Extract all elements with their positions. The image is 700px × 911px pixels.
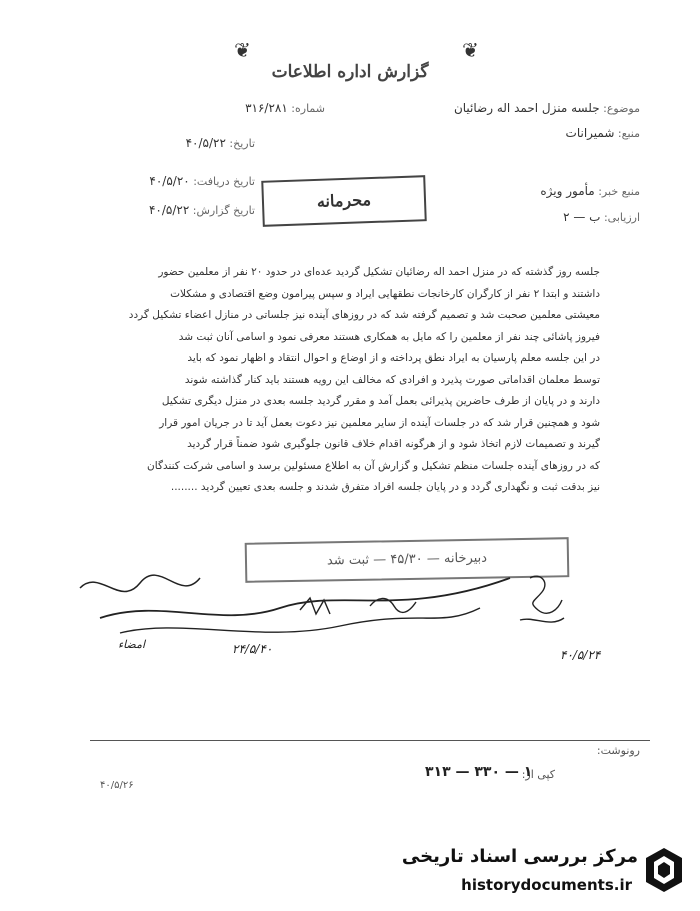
- source-value: شمیرانات: [565, 126, 615, 140]
- body-line: داشتند و ابتدا ۲ نفر از کارگران کارخانجات نطقهایی ایراد و سپس پیرامون وضع اقتصادی و مشکلات: [170, 287, 600, 300]
- date-label: تاریخ:: [229, 137, 255, 150]
- informant-row: [540, 184, 640, 204]
- ref-number: ۳۱۳ — ۳۳۰ — ۱: [425, 764, 533, 780]
- subject-row: [454, 101, 640, 121]
- body-line: جلسه روز گذشته که در منزل احمد اله رضائیان تشکیل گردید عده‌ای در حدود ۲۰ نفر از معلمین حضور: [158, 266, 600, 278]
- bottom-date: ۴۰/۵/۲۶: [100, 780, 134, 791]
- emblem-right-icon: ❦: [462, 38, 479, 62]
- margin-note: ۴۰/۵/۲۴: [560, 648, 601, 662]
- subject-label: موضوع:: [603, 102, 640, 115]
- source-label: منبع:: [617, 127, 640, 140]
- body-line: که در روزهای آینده جلسات منظم تشکیل و گزارش آن به اطلاع مسئولین برسد و اسامی شرکت کنندگان: [147, 459, 600, 472]
- receipt-date-label: تاریخ دریافت:: [193, 175, 255, 188]
- body-line: فیروز پاشائی چند نفر از معلمین را که مایل به همکاری هستند معرفی نمود و اسامی آنان ثبت شد: [178, 330, 600, 343]
- report-date-label: تاریخ گزارش:: [192, 204, 255, 217]
- classification-value: ب — ۲: [563, 210, 601, 224]
- number-value: ۳۱۶/۲۸۱: [245, 101, 288, 115]
- report-body: [95, 262, 600, 499]
- receipt-date-value: ۴۰/۵/۲۰: [149, 174, 190, 188]
- report-date-value: ۴۰/۵/۲۲: [148, 203, 190, 217]
- watermark-url-text: historydocuments.ir: [461, 876, 632, 894]
- source-row: [566, 126, 640, 146]
- date-value: ۴۰/۵/۲۲: [185, 136, 226, 150]
- classification-label: ارزیابی:: [603, 211, 640, 224]
- registry-stamp: دبیرخانه — ۴۵/۳۰ — ثبت شد: [245, 537, 570, 583]
- body-line: شود و همچنین قرار شد که در جلسات آینده از سایر معلمین نیز دعوت بعمل آید تا در جریان امور قرار: [159, 416, 600, 429]
- body-line: گیرند و تصمیمات لازم اتخاذ شود و از هرگونه اقدام خلاف قانون جلوگیری شود ضمناً قرار گردید: [187, 438, 600, 450]
- report-date-row: [149, 203, 255, 223]
- initials-scribble-icon: [500, 568, 590, 648]
- signature-scribble-icon: [40, 548, 540, 658]
- archive-logo-icon: [640, 844, 688, 896]
- body-line: دارند و در پایان از طرف حاضرین پذیرائی بعمل آمد و مقرر گردید جلسه بعدی در منزل دیگری تشکیل: [161, 395, 600, 407]
- body-line: توسط معلمان اقداماتی صورت پذیرد و افرادی که مخالف این رویه هستند باید کنار گذاشته شوند: [184, 373, 600, 386]
- number-row: [245, 101, 325, 121]
- confidential-stamp: محرمانه: [261, 175, 427, 227]
- signature-label: امضاء: [118, 638, 146, 651]
- date-row: [186, 136, 255, 156]
- informant-label: منبع خبر:: [598, 185, 640, 198]
- number-label: شماره:: [291, 102, 325, 115]
- receipt-date-row: [149, 174, 255, 194]
- subject-value: جلسه منزل احمد اله رضائیان: [453, 101, 600, 115]
- emblem-left-icon: ❦: [234, 38, 251, 62]
- body-line: معیشتی معلمین صحبت شد و تصمیم گرفته شد که در روزهای آینده نیز جلساتی در منازل اعضاء تشکیل گردد: [128, 309, 600, 321]
- body-line: نیز بدقت ثبت و نگهداری گردد و در پایان جلسه افراد متفرق شدند و جلسه بعدی تعیین گردید ........: [170, 481, 600, 493]
- watermark-persian-text: مرکز بررسی اسناد تاریخی: [401, 846, 638, 867]
- archive-watermark: [401, 838, 690, 904]
- copy-label: رونوشت:: [596, 744, 640, 757]
- classification-row: [563, 210, 640, 230]
- margin-note: ۲۴/۵/۴۰: [232, 642, 273, 656]
- body-line: در این جلسه معلم پارسیان به ایراد نطق پرداخته و از اوضاع و احوال انتقاد و اظهار نمود که باید: [187, 352, 600, 364]
- document-title: گزارش اداره اطلاعات: [271, 62, 429, 82]
- footer-divider: [90, 740, 650, 741]
- ref-label: کپی از:: [521, 768, 555, 781]
- informant-value: مأمور ویژه: [540, 184, 595, 198]
